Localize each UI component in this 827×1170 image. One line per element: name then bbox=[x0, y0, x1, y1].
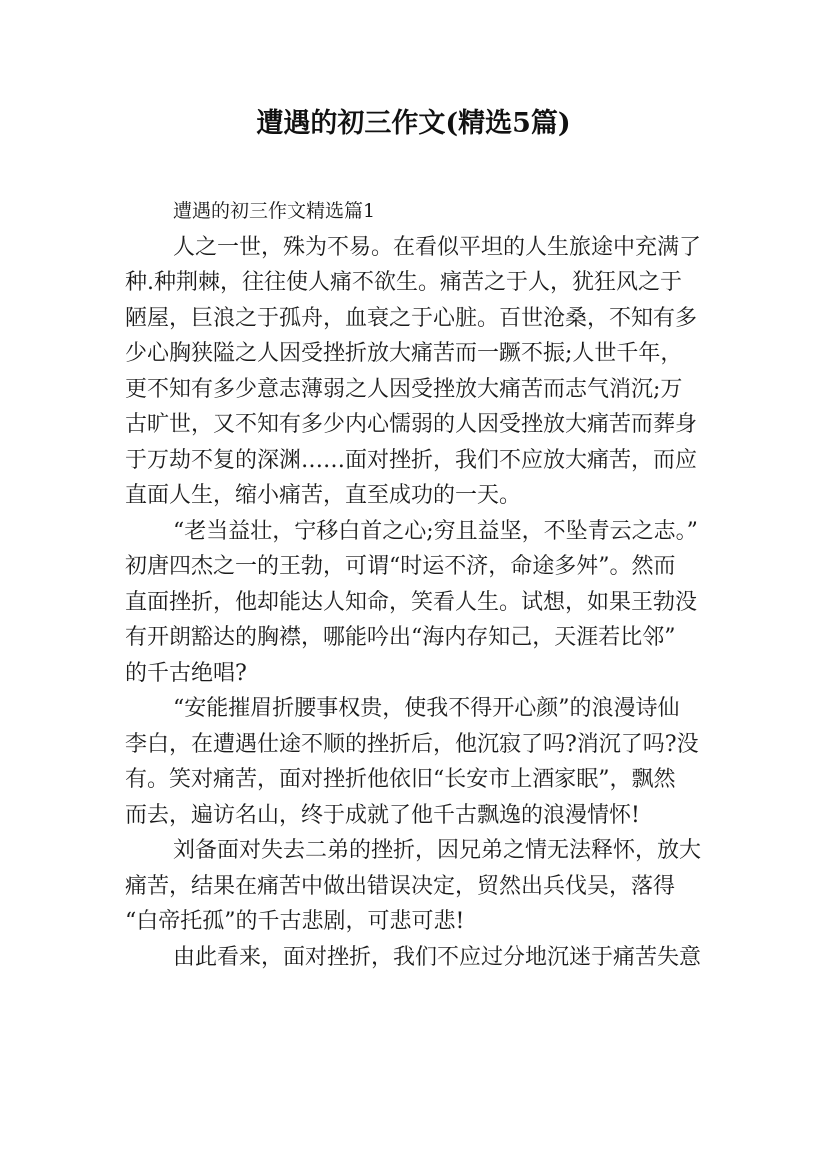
paragraph-line: 有开朗豁达的胸襟，哪能吟出“海内存知己，天涯若比邻” bbox=[125, 625, 676, 650]
paragraph-line: 人之一世，殊为不易。在看似平坦的人生旅途中充满了 bbox=[173, 234, 702, 260]
paragraph-line: 由此看来，面对挫折，我们不应过分地沉迷于痛苦失意 bbox=[173, 944, 702, 970]
paragraph-line: 李白，在遭遇仕途不顺的挫折后，他沉寂了吗?消沉了吗?没 bbox=[125, 731, 699, 757]
paragraph bbox=[125, 230, 725, 514]
paragraph-line: 有。笑对痛苦，面对挫折他依旧“长安市上酒家眠”，飘然 bbox=[125, 767, 676, 792]
paragraph-line: 陋屋，巨浪之于孤舟，血衰之于心脏。百世沧桑，不知有多 bbox=[125, 305, 698, 331]
paragraph-line: “安能摧眉折腰事权贵，使我不得开心颜”的浪漫诗仙 bbox=[173, 696, 680, 721]
paragraph-line: 于万劫不复的深渊……面对挫折，我们不应放大痛苦，而应 bbox=[125, 447, 698, 473]
paragraph-line: 种.种荆棘，往往使人痛不欲生。痛苦之于人，犹狂风之于 bbox=[125, 270, 682, 295]
paragraph bbox=[125, 514, 725, 692]
paragraph-line: “老当益壮，宁移白首之心;穷且益坚，不坠青云之志。” bbox=[173, 518, 698, 544]
paragraph-line: 古旷世，又不知有多少内心懦弱的人因受挫放大痛苦而葬身 bbox=[125, 412, 698, 437]
paragraph-line: 的千古绝唱? bbox=[125, 660, 247, 686]
document-title: 遭遇的初三作文(精选5篇) bbox=[256, 108, 571, 139]
paragraph-line: 而去，遍访名山，终于成就了他千古飘逸的浪漫情怀! bbox=[125, 802, 640, 828]
paragraph-line: 少心胸狭隘之人因受挫折放大痛苦而一蹶不振;人世千年， bbox=[125, 341, 683, 366]
paragraph-line: 初唐四杰之一的王勃，可谓“时运不济，命途多舛”。然而 bbox=[125, 554, 676, 579]
paragraph-line: 更不知有多少意志薄弱之人因受挫放大痛苦而志气消沉;万 bbox=[125, 376, 683, 402]
paragraph-line: 直面挫折，他却能达人知命，笑看人生。试想，如果王勃没 bbox=[125, 589, 698, 615]
paragraph bbox=[125, 940, 725, 976]
paragraph bbox=[125, 833, 725, 940]
section-subtitle: 遭遇的初三作文精选篇1 bbox=[173, 200, 376, 222]
paragraph-line: “白帝托孤”的千古悲剧，可悲可悲! bbox=[125, 909, 465, 934]
document-body bbox=[125, 194, 725, 975]
paragraph-line: 痛苦，结果在痛苦中做出错误决定，贸然出兵伐吴，落得 bbox=[125, 873, 676, 899]
paragraph bbox=[125, 691, 725, 833]
paragraph-line: 直面人生，缩小痛苦，直至成功的一天。 bbox=[125, 483, 522, 508]
paragraph-line: 刘备面对失去二弟的挫折，因兄弟之情无法释怀，放大 bbox=[173, 838, 702, 863]
